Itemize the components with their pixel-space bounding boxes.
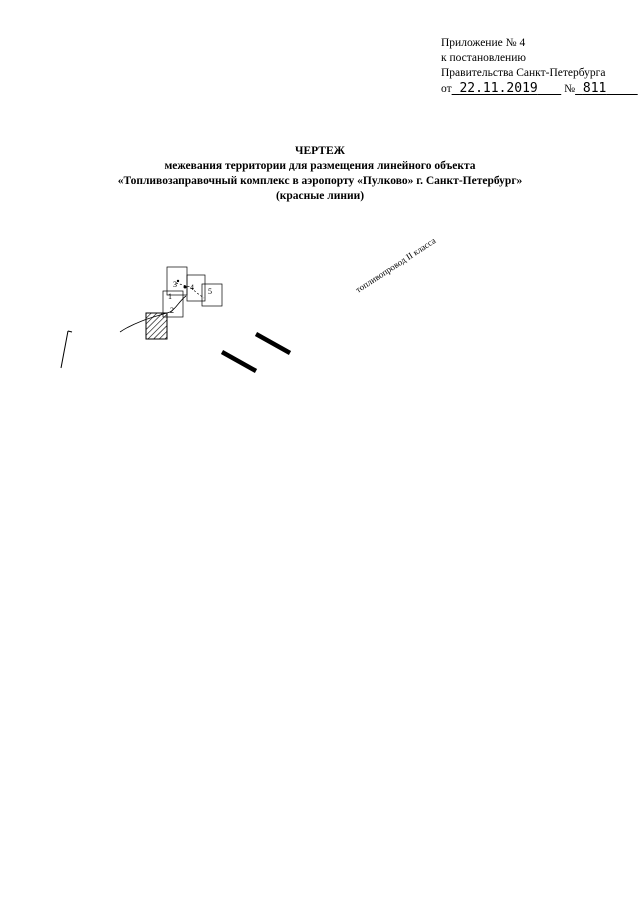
point-marker <box>184 286 187 289</box>
appendix-block <box>441 36 631 97</box>
drawing-canvas <box>0 220 640 420</box>
appendix-line-3: Правительства Санкт-Петербурга <box>441 67 606 79</box>
left-boundary-line <box>61 331 68 368</box>
decree-number: 811 <box>582 81 607 96</box>
title-line-2: «Топливозаправочный комплекс в аэропорту «Пулково» г. Санкт-Петербург» <box>117 175 523 187</box>
point-marker <box>177 280 179 282</box>
red-line-segment-upper <box>256 334 290 353</box>
title-line-1: межевания территории для размещения линейного объекта <box>164 160 476 172</box>
drawing-title <box>0 144 640 204</box>
title-heading: ЧЕРТЕЖ <box>295 145 345 157</box>
appendix-line-1: Приложение № 4 <box>441 37 526 49</box>
title-line-3: (красные линии) <box>275 190 365 202</box>
appendix-line-2: к постановлению <box>441 52 526 64</box>
number-label: № <box>564 83 576 95</box>
from-label: от <box>441 83 452 95</box>
appendix-date-row <box>441 81 631 97</box>
hatched-plot <box>146 313 167 339</box>
left-boundary-tick <box>68 331 72 332</box>
pipeline-label: топливопровод II класса <box>353 235 438 295</box>
point-label-5: 5 <box>208 287 212 296</box>
decree-date: 22.11.2019 <box>459 81 538 96</box>
red-line-segment-lower <box>222 352 256 371</box>
point-label-2: 2 <box>170 306 174 315</box>
point-label-4: 4 <box>190 283 194 292</box>
point-label-3: 3 <box>173 280 177 289</box>
point-label-1: 1 <box>168 292 172 301</box>
